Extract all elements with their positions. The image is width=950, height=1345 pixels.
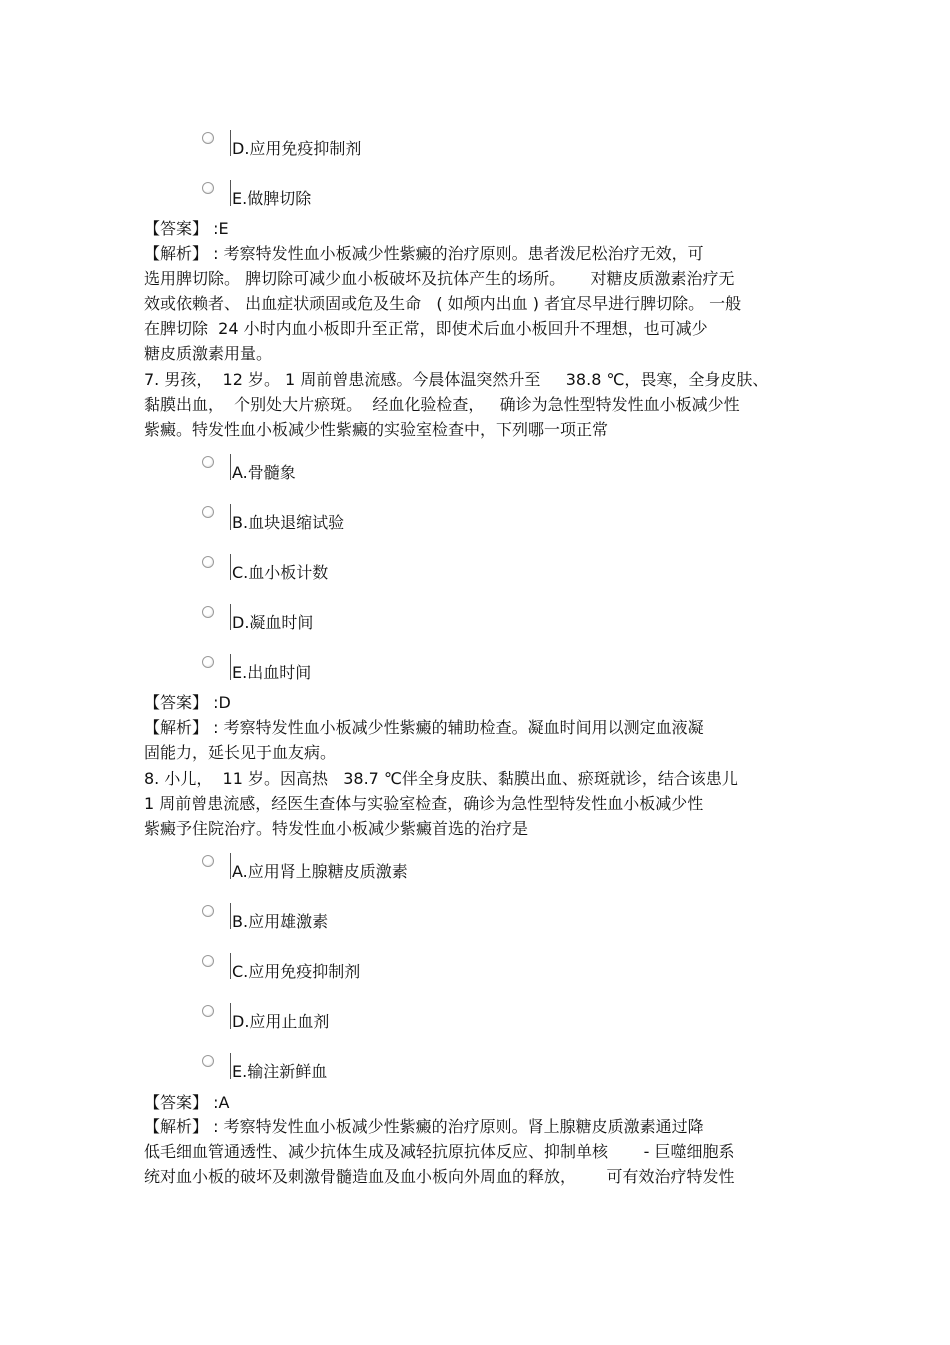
radio-icon[interactable]	[202, 506, 214, 518]
q8-option-e[interactable]	[202, 1053, 327, 1083]
radio-icon[interactable]	[202, 556, 214, 568]
radio-icon[interactable]	[202, 955, 214, 967]
q8-option-b[interactable]	[202, 903, 328, 933]
radio-icon[interactable]	[202, 656, 214, 668]
q7-analysis-line: 【解析】 : 考察特发性血小板减少性紫癜的辅助检查。凝血时间用以测定血液凝	[144, 718, 704, 737]
option-label: B.应用雄激素	[232, 912, 329, 931]
option-divider	[230, 654, 231, 680]
q6-option-e[interactable]	[202, 180, 311, 210]
q7-stem-line: 黏膜出血， 个别处大片瘀斑。 经血化验检查， 确诊为急性型特发性血小板减少性	[144, 395, 740, 414]
option-divider	[230, 504, 231, 530]
option-label: E.做脾切除	[232, 189, 312, 208]
q6-option-d[interactable]	[202, 130, 361, 160]
q6-analysis-line: 【解析】 : 考察特发性血小板减少性紫癜的治疗原则。患者泼尼松治疗无效，可	[144, 244, 704, 263]
q7-option-a[interactable]	[202, 454, 296, 484]
q7-analysis-line: 固能力，延长见于血友病。	[144, 743, 337, 762]
q8-option-d[interactable]	[202, 1003, 329, 1033]
option-divider	[230, 953, 231, 979]
option-divider	[230, 454, 231, 480]
q8-option-a[interactable]	[202, 853, 408, 883]
q8-analysis-line: 低毛细血管通透性、减少抗体生成及减轻抗原抗体反应、抑制单核 - 巨噬细胞系	[144, 1142, 735, 1161]
q7-stem-line: 紫癜。特发性血小板减少性紫癜的实验室检查中，下列哪一项正常	[144, 420, 609, 439]
q8-analysis-line: 统对血小板的破坏及刺激骨髓造血及血小板向外周血的释放， 可有效治疗特发性	[144, 1167, 735, 1186]
q7-stem-line: 7. 男孩， 12 岁。 1 周前曾患流感。今晨体温突然升至 38.8 ℃，畏寒，全身皮肤、	[144, 370, 769, 389]
option-label: D.应用免疫抑制剂	[232, 139, 362, 158]
option-divider	[230, 130, 231, 156]
q6-analysis-line: 糖皮质激素用量。	[144, 344, 273, 363]
q8-stem-line: 8. 小儿， 11 岁。因高热 38.7 ℃伴全身皮肤、黏膜出血、瘀斑就诊，结合该患儿	[144, 769, 738, 788]
option-divider	[230, 554, 231, 580]
option-divider	[230, 1053, 231, 1079]
option-label: D.凝血时间	[232, 613, 314, 632]
q7-option-b[interactable]	[202, 504, 344, 534]
radio-icon[interactable]	[202, 1055, 214, 1067]
q7-option-d[interactable]	[202, 604, 313, 634]
q8-stem-line: 紫癜予住院治疗。特发性血小板减少紫癜首选的治疗是	[144, 819, 529, 838]
q7-answer: 【答案】 :D	[144, 693, 231, 712]
q7-option-c[interactable]	[202, 554, 328, 584]
radio-icon[interactable]	[202, 1005, 214, 1017]
radio-icon[interactable]	[202, 132, 214, 144]
q7-option-e[interactable]	[202, 654, 311, 684]
option-divider	[230, 180, 231, 206]
q6-answer: 【答案】 :E	[144, 219, 229, 238]
q8-answer: 【答案】 :A	[144, 1093, 230, 1112]
radio-icon[interactable]	[202, 456, 214, 468]
option-label: A.骨髓象	[232, 463, 296, 482]
radio-icon[interactable]	[202, 855, 214, 867]
q8-option-c[interactable]	[202, 953, 360, 983]
option-label: C.应用免疫抑制剂	[232, 962, 361, 981]
q6-analysis-line: 选用脾切除。 脾切除可减少血小板破坏及抗体产生的场所。 对糖皮质激素治疗无	[144, 269, 735, 288]
option-label: B.血块退缩试验	[232, 513, 345, 532]
radio-icon[interactable]	[202, 606, 214, 618]
option-label: E.出血时间	[232, 663, 312, 682]
option-label: E.输注新鲜血	[232, 1062, 328, 1081]
q8-stem-line: 1 周前曾患流感，经医生查体与实验室检查，确诊为急性型特发性血小板减少性	[144, 794, 704, 813]
option-label: C.血小板计数	[232, 563, 329, 582]
option-label: D.应用止血剂	[232, 1012, 330, 1031]
radio-icon[interactable]	[202, 182, 214, 194]
option-divider	[230, 1003, 231, 1029]
option-divider	[230, 604, 231, 630]
q6-analysis-line: 在脾切除 24 小时内血小板即升至正常，即使术后血小板回升不理想，也可减少	[144, 319, 708, 338]
q8-analysis-line: 【解析】 : 考察特发性血小板减少性紫癜的治疗原则。肾上腺糖皮质激素通过降	[144, 1117, 704, 1136]
option-divider	[230, 903, 231, 929]
option-label: A.应用肾上腺糖皮质激素	[232, 862, 408, 881]
radio-icon[interactable]	[202, 905, 214, 917]
option-divider	[230, 853, 231, 879]
q6-analysis-line: 效或依赖者、 出血症状顽固或危及生命 ( 如颅内出血 ) 者宜尽早进行脾切除。 一般	[144, 294, 742, 313]
